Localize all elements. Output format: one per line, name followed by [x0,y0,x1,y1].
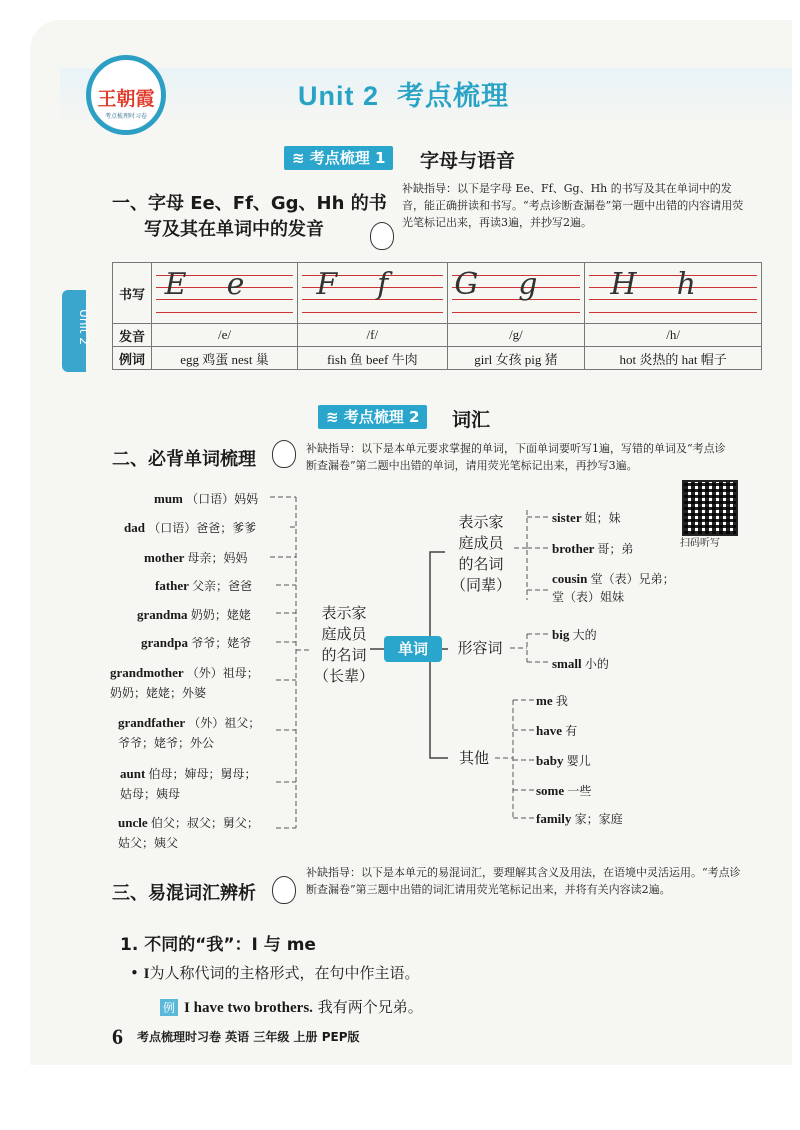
sound-cell: /h/ [585,324,762,347]
section3-heading: 三、易混词汇辨析 [112,883,256,904]
word-mother: mother 母亲；妈妈 [144,550,248,565]
word-grandmother: grandmother （外）祖母； [110,665,259,680]
example-cell: girl 女孩 pig 猪 [447,347,585,370]
word-dad: dad （口语）爸爸；爹爹 [124,520,257,535]
section1-title: 字母与语音 [420,150,516,172]
example-cell: hot 炎热的 hat 帽子 [585,347,762,370]
page-footer [112,1024,360,1050]
word-cousin-cn2: 堂（表）姐妹 [552,590,625,604]
word-mum: mum （口语）妈妈 [154,491,259,506]
word-cousin: cousin 堂（表）兄弟； [552,571,675,586]
word-brother: brother 哥；弟 [552,541,634,556]
category-peer: 表示家 庭成员 的名词 （同辈） [450,513,511,594]
word-grandfather: grandfather （外）祖父； [118,715,261,730]
section2-badge: ≋ 考点梳理 2 [318,405,427,429]
example-sentence: 例 I have two brothers. 我有两个兄弟。 [160,996,423,1017]
section2-heading: 二、必背单词梳理 [112,449,256,470]
row-label-sound: 发音 [113,324,152,347]
word-grandmother-cn2: 奶奶；姥姥；外婆 [110,686,207,700]
example-cell: fish 鱼 beef 牛肉 [298,347,448,370]
section3-note: 补缺指导：以下是本单元的易混词汇，要理解其含义及用法，在语境中灵活运用。“考点诊断查漏卷”第三题中出错的词汇请用荧光笔标记出来，并将有关内容读2遍。 [306,866,741,896]
sound-cell: /e/ [152,324,298,347]
section1-note: 补缺指导：以下是字母 Ee、Ff、Gg、Hh 的书写及其在单词中的发音，能正确拼读和书写。“考点诊断查漏卷”第一题中出错的内容请用荧光笔标记出来，再读3遍，并抄写2遍。 [402,182,744,229]
word-have: have 有 [536,723,578,738]
writing-cell-ff: Ff [298,263,448,324]
word-baby: baby 婴儿 [536,753,591,768]
writing-cell-ee: Ee [152,263,298,324]
writing-cell-hh: Hh [585,263,762,324]
word-small: small 小的 [552,656,609,671]
word-father: father 父亲；爸爸 [155,578,252,593]
section2-note: 补缺指导：以下是本单元要求掌握的单词，下面单词要听写1遍，写错的单词及“考点诊断查漏卷”第二题中出错的单词，请用荧光笔标记出来，再抄写3遍。 [306,442,726,472]
rule-bullet: • I为人称代词的主格形式，在句中作主语。 [130,964,420,982]
writing-cell-gg: Gg [447,263,585,324]
word-aunt-cn2: 姑母；姨母 [120,787,181,801]
word-me: me 我 [536,693,568,708]
word-aunt: aunt 伯母；婶母；舅母； [120,766,257,781]
footer-text: 考点梳理时习卷 英语 三年级 上册 PEP版 [137,1030,360,1044]
center-node-words: 单词 [384,636,442,662]
unit-topic: 考点梳理 [397,81,510,112]
word-uncle-cn2: 姑父；姨父 [118,836,179,850]
example-cell: egg 鸡蛋 nest 巢 [152,347,298,370]
section1-heading-line2: 写及其在单词中的发音 [144,219,324,240]
example-tag: 例 [160,999,178,1016]
word-grandma: grandma 奶奶；姥姥 [137,607,251,622]
row-label-example: 例词 [113,347,152,370]
word-big: big 大的 [552,627,597,642]
word-sister: sister 姐；妹 [552,510,621,525]
page-number: 6 [112,1024,123,1049]
logo-text: 王朝霞 [97,88,155,110]
row-label-writing: 书写 [113,263,152,324]
section2-title: 词汇 [452,409,491,431]
word-grandfather-cn2: 爷爷；姥爷；外公 [118,736,215,750]
category-elder: 表示家 庭成员 的名词 （长辈） [313,604,374,685]
category-adjective: 形容词 [457,639,503,657]
word-grandpa: grandpa 爷爷；姥爷 [141,635,252,650]
category-other: 其他 [458,749,489,767]
side-tab-label: Unit 2 [76,309,91,345]
section1-badge: ≋ 考点梳理 1 [284,146,393,170]
qr-label: 扫码听写 [680,538,720,549]
student-face-icon [272,876,296,904]
subheading-i-vs-me: 1. 不同的“我”：I 与 me [120,935,316,955]
word-family: family 家；家庭 [536,811,623,826]
section1-heading-line1: 一、字母 Ee、Ff、Gg、Hh 的书 [112,193,387,214]
sound-cell: /g/ [447,324,585,347]
unit-name: Unit 2 [298,81,380,111]
word-some: some 一些 [536,783,592,798]
sound-cell: /f/ [298,324,448,347]
word-uncle: uncle 伯父；叔父；舅父； [118,815,259,830]
logo-subtext: 考点梳理时习卷 [104,113,147,120]
